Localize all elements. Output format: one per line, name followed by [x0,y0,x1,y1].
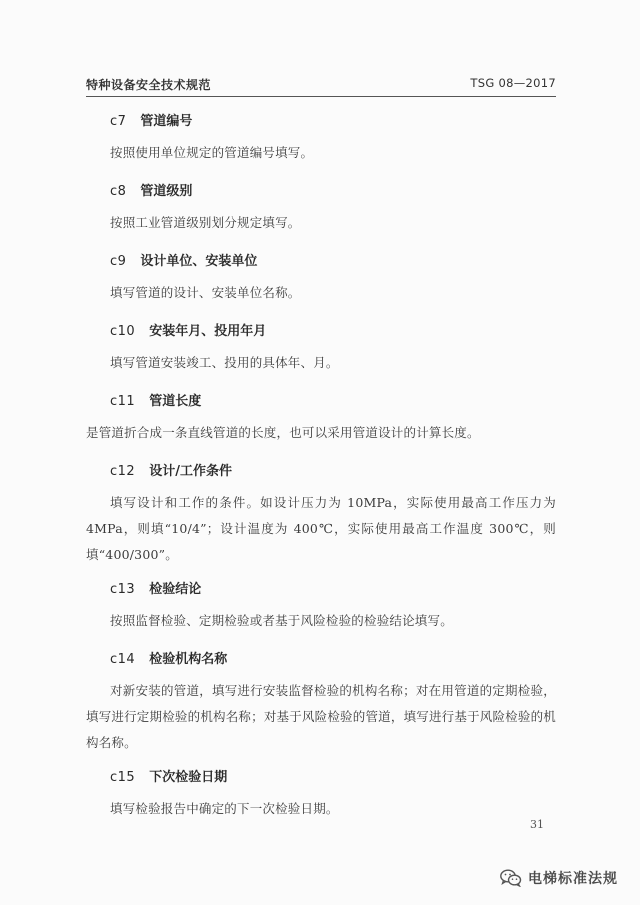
section-c15 [86,768,556,828]
section-c9 [86,252,556,322]
section-body: 是管道折合成一条直线管道的长度，也可以采用管道设计的计算长度。 [86,425,480,440]
section-body: 填写管道的设计、安装单位名称。 [110,285,301,300]
section-title: 管道级别 [140,184,193,199]
section-body: 填写管道安装竣工、投用的具体年、月。 [110,355,339,370]
section-title: 设计/工作条件 [149,464,232,479]
section-body: 填写检验报告中确定的下一次检验日期。 [110,801,339,816]
page-number: 31 [530,818,544,831]
section-body: 对新安装的管道，填写进行安装监督检验的机构名称；对在用管道的定期检验，填写进行定期检验的机构名称；对基于风险检验的管道，填写进行基于风险检验的机构名称。 [86,683,556,750]
section-title: 管道编号 [140,114,193,129]
section-body: 填写设计和工作的条件。如设计压力为 10MPa，实际使用最高工作压力为 4MPa，则填“10/4”；设计温度为 400℃，实际使用最高工作温度 300℃，则填“400/300”。 [86,495,556,562]
section-title: 安装年月、投用年月 [149,324,267,339]
section-heading [110,252,556,272]
section-c14 [86,650,556,768]
section-number: c8 [110,184,127,199]
section-heading [110,650,556,670]
section-body: 按照使用单位规定的管道编号填写。 [110,145,314,160]
section-number: c11 [110,394,136,409]
section-heading [110,112,556,132]
section-c13 [86,580,556,650]
section-number: c14 [110,652,136,667]
section-heading [110,182,556,202]
page-header [86,74,556,97]
section-c11 [86,392,556,462]
header-code: TSG 08—2017 [470,76,556,90]
section-heading [110,322,556,342]
section-body: 按照监督检验、定期检验或者基于风险检验的检验结论填写。 [110,613,453,628]
watermark [500,866,618,890]
section-title: 下次检验日期 [149,770,228,785]
section-number: c12 [110,464,136,479]
section-title: 检验结论 [149,582,202,597]
page-content [86,112,556,828]
header-title: 特种设备安全技术规范 [86,78,212,92]
section-heading [110,462,556,482]
section-title: 检验机构名称 [149,652,228,667]
section-number: c7 [110,114,127,129]
wechat-icon [500,869,522,887]
section-number: c13 [110,582,136,597]
watermark-text: 电梯标准法规 [528,871,618,887]
section-c7 [86,112,556,182]
section-c12 [86,462,556,580]
section-number: c10 [110,324,136,339]
section-title: 管道长度 [149,394,202,409]
section-title: 设计单位、安装单位 [140,254,258,269]
section-c10 [86,322,556,392]
section-body: 按照工业管道级别划分规定填写。 [110,215,301,230]
section-c8 [86,182,556,252]
section-number: c9 [110,254,127,269]
section-heading [110,392,556,412]
section-number: c15 [110,770,136,785]
section-heading [110,768,556,788]
section-heading [110,580,556,600]
